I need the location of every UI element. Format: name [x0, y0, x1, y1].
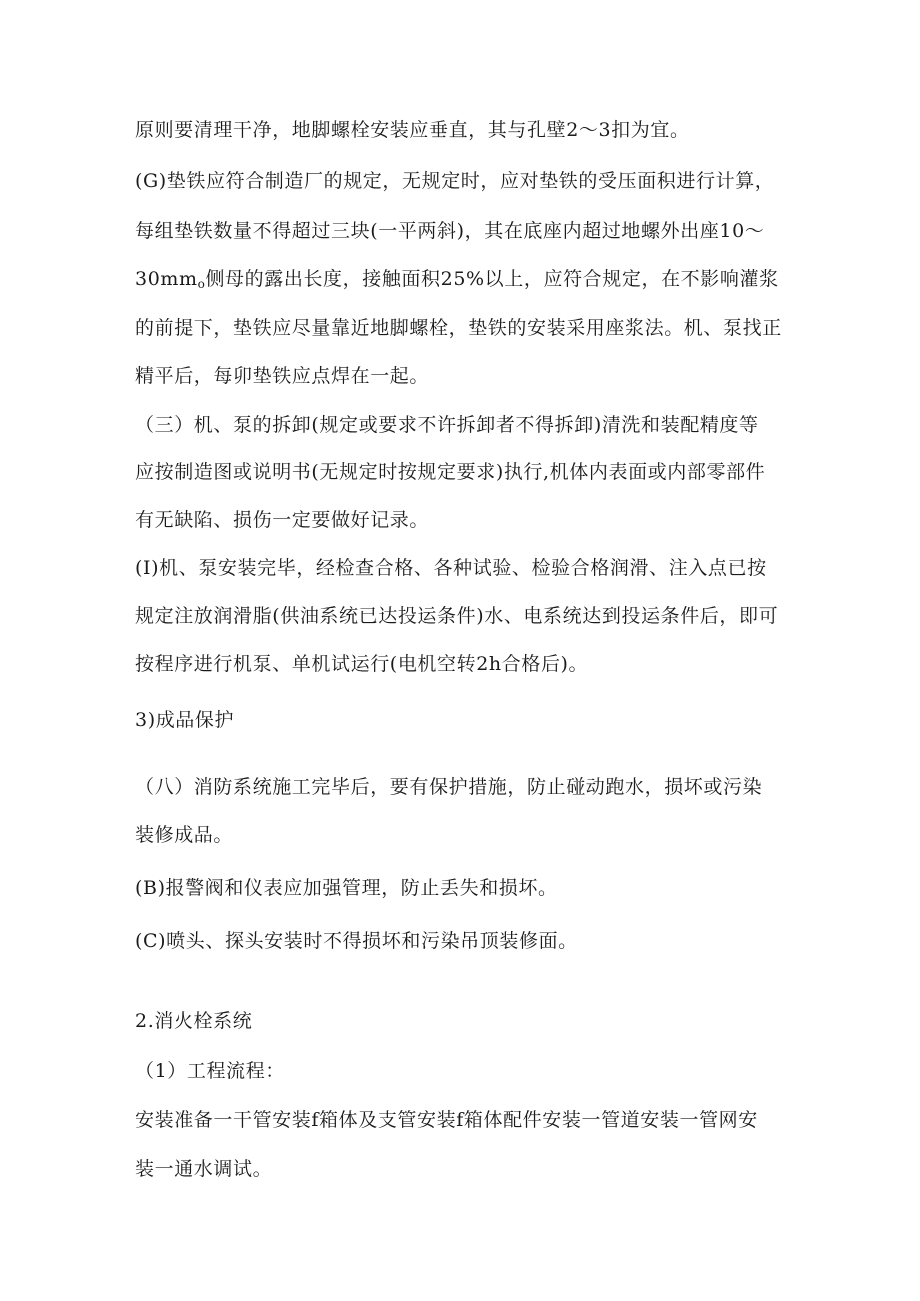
- section-heading: 2.消火栓系统: [135, 1010, 253, 1032]
- paragraph-line: 原则要清理干净，地脚螺栓安装应垂直，其与孔壁2～3扣为宜。: [135, 119, 690, 141]
- paragraph-line: （八）消防系统施工完毕后，要有保护措施，防止碰动跑水，损坏或污染: [135, 776, 763, 798]
- paragraph-line: （三）机、泵的拆卸(规定或要求不许拆卸者不得拆卸)清洗和装配精度等: [135, 414, 759, 436]
- paragraph-line: 应按制造图或说明书(无规定时按规定要求)执行,机体内表面或内部零部件: [135, 461, 766, 483]
- paragraph-line: 按程序进行机泵、单机试运行(电机空转2h合格后)。: [135, 653, 589, 675]
- paragraph-line: (C)喷头、探头安装时不得损坏和污染吊顶装修面。: [135, 930, 578, 952]
- paragraph-line: 精平后，每卯垫铁应点焊在一起。: [135, 365, 430, 387]
- line-text: 侧母的露出长度，接触面积25%以上，应符合规定，在不影响灌浆: [205, 268, 779, 290]
- paragraph-line: (I)机、泵安装完毕，经检查合格、各种试验、检验合格润滑、注入点已按: [135, 557, 767, 579]
- paragraph-line: 每组垫铁数量不得超过三块(一平两斜)，其在底座内超过地螺外出座10～: [135, 220, 765, 242]
- section-heading: 3)成品保护: [135, 709, 235, 731]
- paragraph-line: 装一通水调试。: [135, 1158, 273, 1180]
- paragraph-line: (G)垫铁应符合制造厂的规定，无规定时，应对垫铁的受压面积进行计算，: [135, 170, 775, 192]
- measurement-text: 30mm: [135, 268, 198, 290]
- subscript-text: o: [197, 277, 206, 291]
- paragraph-line: 规定注放润滑脂(供油系统已达投运条件)水、电系统达到投运条件后，即可: [135, 605, 779, 627]
- subsection-heading: （1）工程流程：: [135, 1060, 285, 1082]
- paragraph-line: (B)报警阀和仪表应加强管理，防止丢失和损坏。: [135, 877, 558, 899]
- paragraph-line: 装修成品。: [135, 824, 234, 846]
- paragraph-line-with-subscript: [135, 267, 779, 296]
- paragraph-line: 的前提下，垫铁应尽量靠近地脚螺栓，垫铁的安装采用座浆法。机、泵找正: [135, 317, 782, 339]
- paragraph-line: 安装准备一干管安装f箱体及支管安装f箱体配件安装一管道安装一管网安: [135, 1109, 758, 1131]
- paragraph-line: 有无缺陷、损伤一定要做好记录。: [135, 509, 430, 531]
